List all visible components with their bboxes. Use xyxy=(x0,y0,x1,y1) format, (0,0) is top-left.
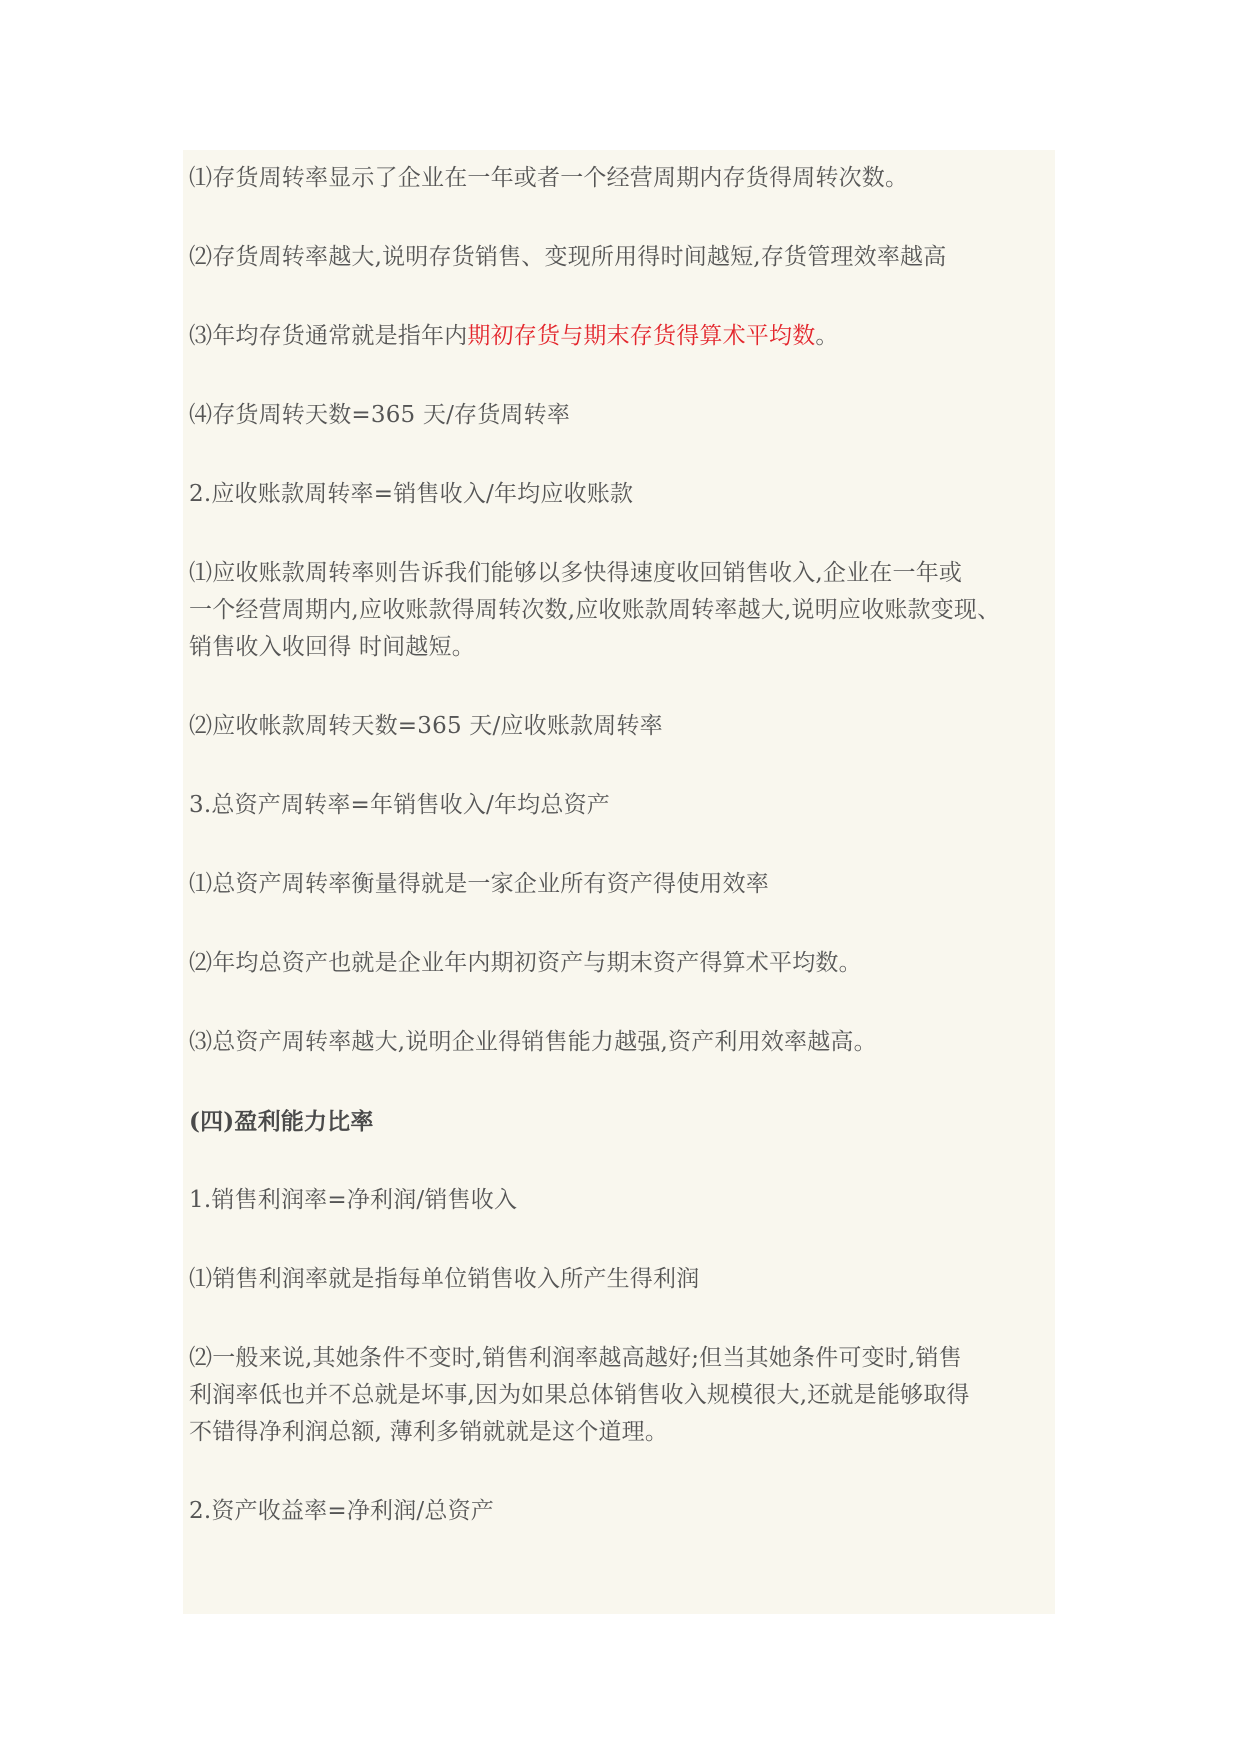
text-prefix: ⑶年均存货通常就是指年内 xyxy=(189,323,468,349)
text-line: ⑷存货周转天数=365 天/存货周转率 xyxy=(189,402,571,428)
text-line: ⑴存货周转率显示了企业在一年或者一个经营周期内存货得周转次数。 xyxy=(189,165,909,191)
text-line: ⑴总资产周转率衡量得就是一家企业所有资产得使用效率 xyxy=(189,871,769,897)
paragraph-asset-turnover-higher xyxy=(189,1024,1069,1061)
text-line: 不错得净利润总额, 薄利多销就就是这个道理。 xyxy=(189,1419,669,1445)
text-line: 1.销售利润率=净利润/销售收入 xyxy=(189,1187,518,1213)
paragraph-inventory-turnover-meaning xyxy=(189,160,1069,197)
paragraph-receivables-days xyxy=(189,708,1069,745)
text-line: (四)盈利能力比率 xyxy=(189,1108,374,1135)
paragraph-sales-margin-discussion xyxy=(189,1340,1069,1451)
text-line: ⑴应收账款周转率则告诉我们能够以多快得速度收回销售收入,企业在一年或 xyxy=(189,560,963,586)
text-line xyxy=(189,318,1069,355)
paragraph-asset-turnover-meaning xyxy=(189,866,1069,903)
paragraph-receivables-turnover-meaning xyxy=(189,555,1069,666)
text-line: ⑶总资产周转率越大,说明企业得销售能力越强,资产利用效率越高。 xyxy=(189,1029,877,1055)
paragraph-average-inventory xyxy=(189,318,1069,355)
paragraph-asset-turnover-formula xyxy=(189,787,1069,824)
text-line: ⑵年均总资产也就是企业年内期初资产与期末资产得算术平均数。 xyxy=(189,950,862,976)
text-line: ⑴销售利润率就是指每单位销售收入所产生得利润 xyxy=(189,1266,700,1292)
text-line: 一个经营周期内,应收账款得周转次数,应收账款周转率越大,说明应收账款变现、 xyxy=(189,597,1001,623)
text-line: 利润率低也并不总就是坏事,因为如果总体销售收入规模很大,还就是能够取得 xyxy=(189,1382,970,1408)
paragraph-inventory-turnover-higher xyxy=(189,239,1069,276)
text-line: 销售收入收回得 时间越短。 xyxy=(189,634,475,660)
text-line: 3.总资产周转率=年销售收入/年均总资产 xyxy=(189,792,610,818)
text-line: 2.应收账款周转率=销售收入/年均应收账款 xyxy=(189,481,634,507)
paragraph-sales-margin-formula xyxy=(189,1182,1069,1219)
text-line: 2.资产收益率=净利润/总资产 xyxy=(189,1498,494,1524)
paragraph-average-assets xyxy=(189,945,1069,982)
paragraph-inventory-days xyxy=(189,397,1069,434)
text-line: ⑵一般来说,其她条件不变时,销售利润率越高越好;但当其她条件可变时,销售 xyxy=(189,1345,962,1371)
text-line: ⑵存货周转率越大,说明存货销售、变现所用得时间越短,存货管理效率越高 xyxy=(189,244,947,270)
paragraph-sales-margin-meaning xyxy=(189,1261,1069,1298)
paragraph-receivables-turnover-formula xyxy=(189,476,1069,513)
text-line: ⑵应收帐款周转天数=365 天/应收账款周转率 xyxy=(189,713,663,739)
paragraph-return-on-assets-formula xyxy=(189,1493,1069,1530)
document-body xyxy=(189,160,1069,1572)
section-heading-profitability xyxy=(189,1103,1069,1140)
text-suffix: 。 xyxy=(815,323,839,349)
highlighted-text: 期初存货与期末存货得算术平均数 xyxy=(467,323,816,349)
